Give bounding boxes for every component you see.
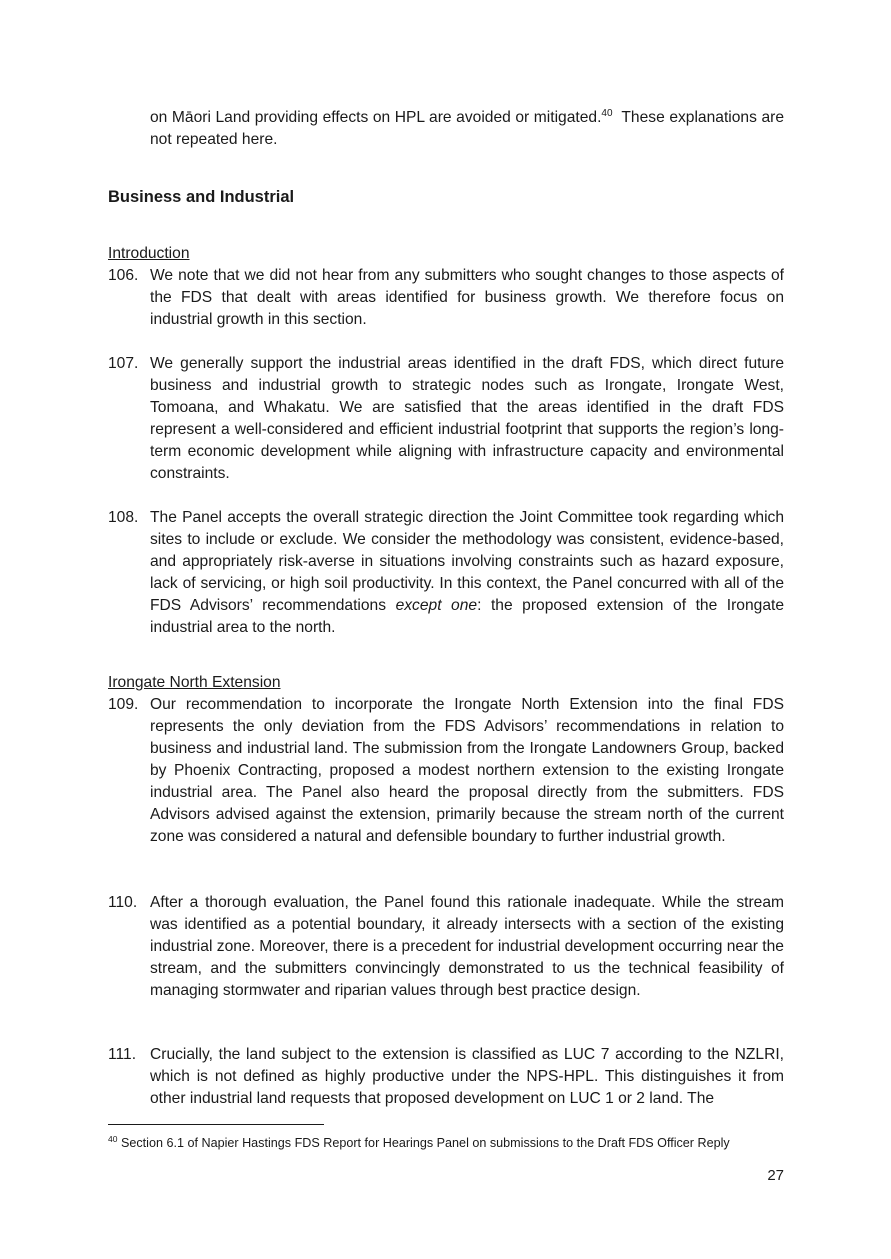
continuation-text-end: These explanations are not repeated here. <box>150 109 789 148</box>
footnote <box>108 1134 788 1152</box>
page-number: 27 <box>767 1167 784 1184</box>
paragraph-number: 106. <box>108 267 139 284</box>
paragraph-107 <box>108 353 784 485</box>
paragraph-106 <box>108 265 784 331</box>
emphasis-text: except one <box>395 597 478 614</box>
continuation-text: on Māori Land providing effects on HPL are avoided or mitigated. <box>150 109 602 126</box>
paragraph-text-part: : the proposed extension of the Irongate industrial area to the north. <box>150 597 785 636</box>
paragraph-number: 108. <box>108 509 139 526</box>
continuation-paragraph <box>150 107 789 151</box>
paragraph-text: We generally support the industrial areas identified in the draft FDS, which direct future business and industrial growth to strategic nodes such as Irongate, Irongate West, Tomoana, and Whakatu. We are satisfied that the areas identified in the draft FDS represent a well-considered and efficient industrial footprint that supports the region’s long-term economic development while aligning with infrastructure capacity and environmental constraints. <box>150 355 784 482</box>
paragraph-number: 110. <box>108 894 138 911</box>
paragraph-text: We note that we did not hear from any submitters who sought changes to those aspects of the FDS that dealt with areas identified for business growth. We therefore focus on industrial growth in this section. <box>150 267 784 328</box>
subheading-introduction: Introduction <box>108 245 190 262</box>
paragraph-110 <box>108 892 784 1002</box>
footnote-text: Section 6.1 of Napier Hastings FDS Report for Hearings Panel on submissions to the Draft FDS Officer Reply <box>117 1136 730 1150</box>
section-heading: Business and Industrial <box>108 188 295 206</box>
paragraph-text: Our recommendation to incorporate the Irongate North Extension into the final FDS represents the only deviation from the FDS Advisors’ recommendations in relation to business and industrial land. The submission from the Irongate Landowners Group, backed by Phoenix Contracting, proposed a modest northern extension to the existing Irongate industrial area. The Panel also heard the proposal directly from the submitters. FDS Advisors advised against the extension, primarily because the stream north of the current zone was considered a natural and defensible boundary to further industrial growth. <box>150 696 784 845</box>
footnote-reference[interactable]: 40 <box>601 107 613 119</box>
paragraph-109 <box>108 694 784 848</box>
paragraph-text <box>150 507 784 639</box>
paragraph-text-part: The Panel accepts the overall strategic direction the Joint Committee took regarding which sites to include or exclude. We consider the methodology was consistent, evidence-based, and appropriately risk-averse in situations involving constraints such as hazard exposure, lack of servicing, or high soil productivity. In this context, the Panel concurred with all of the FDS Advisors’ recommendations <box>150 509 784 614</box>
paragraph-111 <box>108 1044 784 1110</box>
subheading-irongate-north-extension: Irongate North Extension <box>108 674 281 691</box>
paragraph-108 <box>108 507 784 639</box>
paragraph-number: 111. <box>108 1046 137 1063</box>
paragraph-number: 109. <box>108 696 139 713</box>
footnote-divider <box>108 1124 324 1125</box>
paragraph-text: After a thorough evaluation, the Panel found this rationale inadequate. While the stream was identified as a potential boundary, it already intersects with a section of the existing industrial zone. Moreover, there is a precedent for industrial development occurring near the stream, and the submitters convincingly demonstrated to us the technical feasibility of managing stormwater and riparian values through best practice design. <box>150 894 784 999</box>
paragraph-number: 107. <box>108 355 139 372</box>
footnote-marker: 40 <box>108 1133 118 1144</box>
paragraph-text: Crucially, the land subject to the extension is classified as LUC 7 according to the NZLRI, which is not defined as highly productive under the NPS-HPL. This distinguishes it from other industrial land requests that proposed development on LUC 1 or 2 land. The <box>150 1046 784 1107</box>
